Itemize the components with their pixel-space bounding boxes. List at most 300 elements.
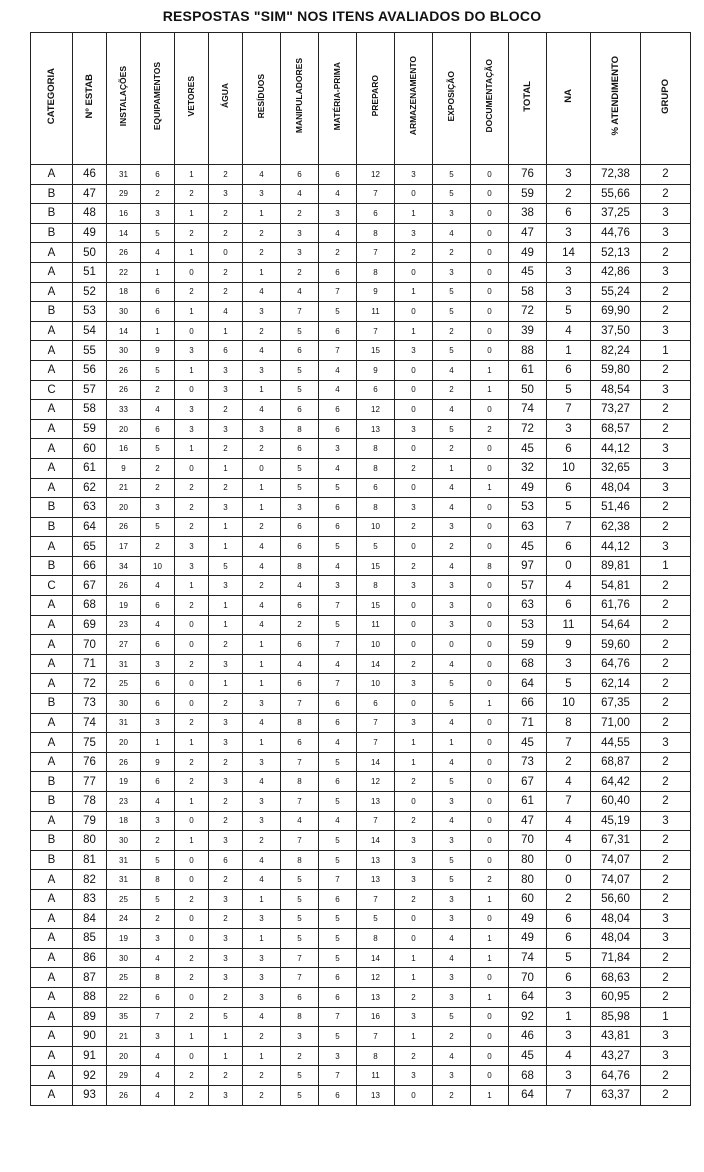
table-cell: 0: [471, 400, 509, 420]
table-cell: 3: [547, 654, 591, 674]
table-cell: 70: [509, 831, 547, 851]
table-cell: 3: [641, 733, 691, 753]
table-row: [31, 282, 691, 302]
table-cell: 3: [433, 792, 471, 812]
table-cell: 0: [547, 556, 591, 576]
table-cell: 92: [73, 1066, 107, 1086]
table-cell: 37,50: [591, 321, 641, 341]
table-cell: 51: [73, 262, 107, 282]
table-cell: 2: [243, 243, 281, 263]
table-cell: 19: [107, 929, 141, 949]
table-cell: 1: [175, 243, 209, 263]
table-cell: 6: [319, 987, 357, 1007]
column-header-label: NA: [562, 89, 574, 103]
table-cell: 20: [107, 498, 141, 518]
table-cell: 3: [547, 1066, 591, 1086]
table-cell: A: [31, 1085, 73, 1105]
table-cell: 6: [141, 772, 175, 792]
table-cell: 22: [107, 262, 141, 282]
table-cell: 4: [433, 223, 471, 243]
table-cell: 6: [281, 596, 319, 616]
table-cell: 6: [281, 400, 319, 420]
table-cell: 61,76: [591, 596, 641, 616]
table-cell: 4: [243, 615, 281, 635]
table-cell: 5: [319, 537, 357, 557]
table-cell: 6: [141, 674, 175, 694]
table-cell: 2: [281, 262, 319, 282]
table-cell: 49: [509, 909, 547, 929]
table-cell: 31: [107, 850, 141, 870]
table-cell: 0: [243, 458, 281, 478]
table-cell: 3: [281, 243, 319, 263]
table-cell: 8: [357, 458, 395, 478]
table-cell: 8: [281, 556, 319, 576]
table-cell: 0: [471, 517, 509, 537]
table-cell: 2: [641, 243, 691, 263]
table-cell: 2: [641, 576, 691, 596]
table-row: [31, 987, 691, 1007]
table-cell: 69: [73, 615, 107, 635]
table-cell: 6: [357, 204, 395, 224]
column-header: [591, 33, 641, 165]
table-cell: 3: [395, 165, 433, 185]
table-row: [31, 576, 691, 596]
table-cell: 5: [281, 889, 319, 909]
table-cell: A: [31, 243, 73, 263]
table-cell: 2: [209, 870, 243, 890]
table-cell: 82,24: [591, 341, 641, 361]
table-cell: 2: [141, 478, 175, 498]
table-cell: 5: [141, 360, 175, 380]
table-cell: 3: [243, 968, 281, 988]
table-cell: 5: [547, 380, 591, 400]
table-cell: 2: [175, 968, 209, 988]
table-cell: 11: [357, 302, 395, 322]
table-cell: A: [31, 1046, 73, 1066]
table-cell: 2: [641, 772, 691, 792]
table-cell: 7: [357, 889, 395, 909]
table-cell: 3: [641, 458, 691, 478]
table-cell: 3: [547, 282, 591, 302]
table-row: [31, 204, 691, 224]
table-cell: 0: [471, 909, 509, 929]
table-cell: 0: [471, 1066, 509, 1086]
table-cell: 5: [281, 870, 319, 890]
table-cell: 0: [471, 968, 509, 988]
table-cell: 59,60: [591, 635, 641, 655]
table-cell: 58: [73, 400, 107, 420]
table-cell: 4: [281, 184, 319, 204]
table-cell: 2: [641, 1085, 691, 1105]
table-row: [31, 929, 691, 949]
table-cell: 63,37: [591, 1085, 641, 1105]
table-cell: 12: [357, 400, 395, 420]
table-cell: 0: [209, 243, 243, 263]
table-cell: 3: [209, 968, 243, 988]
table-cell: 3: [433, 204, 471, 224]
table-cell: 16: [107, 204, 141, 224]
table-cell: 2: [395, 1046, 433, 1066]
table-cell: 2: [641, 1066, 691, 1086]
table-cell: 2: [641, 694, 691, 714]
table-cell: 3: [209, 831, 243, 851]
table-cell: 0: [471, 654, 509, 674]
table-cell: 67,35: [591, 694, 641, 714]
table-cell: 56,60: [591, 889, 641, 909]
table-cell: 6: [281, 341, 319, 361]
table-cell: 9: [357, 360, 395, 380]
table-cell: 7: [319, 870, 357, 890]
table-cell: 53: [73, 302, 107, 322]
table-cell: 59,80: [591, 360, 641, 380]
table-cell: 4: [243, 850, 281, 870]
table-cell: 0: [395, 400, 433, 420]
table-cell: 11: [547, 615, 591, 635]
table-cell: 26: [107, 517, 141, 537]
table-cell: A: [31, 635, 73, 655]
table-cell: 2: [209, 1066, 243, 1086]
table-cell: 6: [209, 850, 243, 870]
table-cell: 1: [175, 576, 209, 596]
table-cell: 26: [107, 752, 141, 772]
table-cell: 1: [209, 615, 243, 635]
table-row: [31, 654, 691, 674]
table-cell: 3: [433, 831, 471, 851]
table-cell: 6: [319, 262, 357, 282]
table-cell: 5: [319, 478, 357, 498]
table-cell: 0: [471, 1046, 509, 1066]
table-cell: 74,07: [591, 870, 641, 890]
table-cell: 2: [209, 792, 243, 812]
table-cell: 2: [141, 537, 175, 557]
table-cell: 1: [175, 439, 209, 459]
table-cell: 1: [471, 948, 509, 968]
table-cell: 1: [209, 596, 243, 616]
table-cell: 1: [471, 889, 509, 909]
table-cell: 0: [471, 792, 509, 812]
table-cell: 46: [73, 165, 107, 185]
table-cell: 4: [433, 654, 471, 674]
table-cell: 10: [547, 458, 591, 478]
table-cell: 4: [433, 811, 471, 831]
table-cell: 88: [73, 987, 107, 1007]
table-cell: 0: [395, 478, 433, 498]
table-cell: 2: [175, 1085, 209, 1105]
table-cell: 57: [509, 576, 547, 596]
table-cell: 8: [357, 223, 395, 243]
table-cell: 84: [73, 909, 107, 929]
table-cell: 8: [281, 772, 319, 792]
table-cell: 72: [73, 674, 107, 694]
table-cell: 3: [141, 204, 175, 224]
table-cell: 35: [107, 1007, 141, 1027]
table-cell: 6: [209, 341, 243, 361]
column-header-label: RESÍDUOS: [256, 73, 267, 119]
table-cell: 29: [107, 1066, 141, 1086]
table-cell: 89: [73, 1007, 107, 1027]
table-cell: 2: [209, 439, 243, 459]
table-cell: 6: [281, 733, 319, 753]
table-cell: 4: [319, 556, 357, 576]
table-cell: 4: [319, 654, 357, 674]
table-cell: 0: [175, 694, 209, 714]
table-row: [31, 517, 691, 537]
table-cell: 43,81: [591, 1027, 641, 1047]
table-cell: 1: [395, 282, 433, 302]
table-cell: 60: [73, 439, 107, 459]
table-cell: A: [31, 948, 73, 968]
table-cell: 8: [357, 929, 395, 949]
table-cell: 4: [141, 243, 175, 263]
table-cell: 1: [243, 262, 281, 282]
table-cell: A: [31, 615, 73, 635]
table-cell: 85,98: [591, 1007, 641, 1027]
table-cell: 4: [243, 1007, 281, 1027]
table-cell: 4: [141, 1085, 175, 1105]
column-header: [209, 33, 243, 165]
table-row: [31, 615, 691, 635]
table-cell: 0: [395, 909, 433, 929]
table-cell: 4: [243, 596, 281, 616]
table-cell: 14: [357, 752, 395, 772]
table-cell: 13: [357, 870, 395, 890]
table-title: RESPOSTAS "SIM" NOS ITENS AVALIADOS DO BLOCO: [162, 8, 542, 24]
table-cell: 1: [243, 478, 281, 498]
table-cell: 7: [319, 282, 357, 302]
table-cell: 2: [243, 517, 281, 537]
table-cell: 88: [509, 341, 547, 361]
table-cell: 6: [319, 165, 357, 185]
table-cell: 4: [281, 282, 319, 302]
table-cell: A: [31, 1066, 73, 1086]
table-cell: 3: [141, 811, 175, 831]
table-cell: 5: [319, 929, 357, 949]
table-row: [31, 243, 691, 263]
table-cell: 13: [357, 987, 395, 1007]
column-header-label: EXPOSIÇÃO: [446, 70, 457, 122]
table-cell: 46: [509, 1027, 547, 1047]
table-cell: 1: [243, 654, 281, 674]
table-cell: 0: [395, 596, 433, 616]
table-cell: 1: [209, 517, 243, 537]
table-cell: A: [31, 165, 73, 185]
table-cell: 47: [509, 811, 547, 831]
table-cell: 2: [175, 498, 209, 518]
table-cell: 2: [175, 1007, 209, 1027]
table-cell: 5: [319, 752, 357, 772]
table-cell: 6: [141, 694, 175, 714]
table-cell: 1: [175, 1027, 209, 1047]
table-cell: 4: [243, 713, 281, 733]
table-cell: 51,46: [591, 498, 641, 518]
table-cell: 44,76: [591, 223, 641, 243]
table-cell: 1: [141, 262, 175, 282]
table-cell: 4: [319, 733, 357, 753]
table-cell: 1: [243, 674, 281, 694]
table-cell: 70: [73, 635, 107, 655]
table-cell: 7: [547, 792, 591, 812]
column-header-label: MATÉRIA-PRIMA: [332, 61, 343, 131]
table-cell: 3: [395, 1007, 433, 1027]
table-row: [31, 752, 691, 772]
table-cell: 3: [175, 419, 209, 439]
table-cell: 5: [357, 909, 395, 929]
table-cell: 3: [175, 537, 209, 557]
table-cell: 4: [141, 948, 175, 968]
table-cell: 4: [141, 792, 175, 812]
table-cell: 3: [395, 831, 433, 851]
table-cell: 31: [107, 654, 141, 674]
table-cell: 3: [175, 400, 209, 420]
table-cell: 5: [433, 850, 471, 870]
table-cell: 74,07: [591, 850, 641, 870]
table-cell: 79: [73, 811, 107, 831]
header-row: [31, 33, 691, 165]
table-cell: 5: [433, 302, 471, 322]
table-cell: 4: [433, 556, 471, 576]
table-cell: 5: [357, 537, 395, 557]
table-row: [31, 498, 691, 518]
table-cell: 63: [73, 498, 107, 518]
table-cell: 5: [209, 556, 243, 576]
table-cell: 48,04: [591, 929, 641, 949]
table-cell: 1: [141, 321, 175, 341]
table-cell: 4: [281, 811, 319, 831]
table-cell: 3: [243, 752, 281, 772]
table-cell: 4: [319, 811, 357, 831]
table-cell: 54,81: [591, 576, 641, 596]
table-cell: A: [31, 713, 73, 733]
table-cell: 2: [641, 968, 691, 988]
table-cell: 6: [547, 968, 591, 988]
table-cell: 5: [433, 694, 471, 714]
table-cell: 1: [395, 204, 433, 224]
table-cell: 10: [357, 635, 395, 655]
table-cell: 72,38: [591, 165, 641, 185]
table-cell: 8: [471, 556, 509, 576]
table-cell: 6: [141, 987, 175, 1007]
table-cell: 37,25: [591, 204, 641, 224]
table-cell: 2: [641, 889, 691, 909]
table-cell: 7: [319, 1066, 357, 1086]
table-cell: 8: [357, 262, 395, 282]
table-cell: 3: [433, 596, 471, 616]
table-cell: 53: [509, 615, 547, 635]
table-cell: 4: [141, 1066, 175, 1086]
table-cell: 3: [547, 987, 591, 1007]
table-cell: 8: [357, 576, 395, 596]
table-cell: B: [31, 850, 73, 870]
table-cell: 4: [243, 537, 281, 557]
column-header: [243, 33, 281, 165]
table-row: [31, 713, 691, 733]
table-cell: 3: [319, 439, 357, 459]
table-cell: 0: [471, 302, 509, 322]
table-cell: A: [31, 439, 73, 459]
table-cell: 4: [547, 831, 591, 851]
table-cell: 6: [319, 1085, 357, 1105]
table-row: [31, 635, 691, 655]
table-cell: 67,31: [591, 831, 641, 851]
table-cell: 87: [73, 968, 107, 988]
table-cell: 1: [209, 1046, 243, 1066]
table-cell: 7: [319, 1007, 357, 1027]
table-header: [31, 33, 691, 165]
table-cell: 71: [73, 654, 107, 674]
table-cell: 73,27: [591, 400, 641, 420]
table-cell: B: [31, 694, 73, 714]
table-cell: 7: [357, 713, 395, 733]
table-cell: 2: [209, 694, 243, 714]
table-cell: C: [31, 380, 73, 400]
table-cell: 6: [319, 321, 357, 341]
table-row: [31, 262, 691, 282]
table-cell: 1: [395, 968, 433, 988]
table-cell: 0: [471, 184, 509, 204]
table-cell: 0: [395, 360, 433, 380]
table-cell: A: [31, 596, 73, 616]
table-cell: 1: [471, 929, 509, 949]
table-cell: 7: [319, 674, 357, 694]
table-cell: 6: [319, 694, 357, 714]
table-cell: 3: [641, 223, 691, 243]
table-cell: 5: [319, 302, 357, 322]
table-cell: 54,64: [591, 615, 641, 635]
table-cell: 18: [107, 811, 141, 831]
table-cell: 5: [281, 458, 319, 478]
table-cell: 1: [243, 204, 281, 224]
table-cell: 80: [509, 850, 547, 870]
table-cell: 2: [641, 596, 691, 616]
table-cell: 2: [175, 184, 209, 204]
table-cell: 1: [175, 204, 209, 224]
table-cell: 3: [433, 909, 471, 929]
table-cell: A: [31, 262, 73, 282]
table-cell: 25: [107, 674, 141, 694]
table-cell: 8: [141, 968, 175, 988]
table-cell: 57: [73, 380, 107, 400]
column-header: [175, 33, 209, 165]
table-cell: 24: [107, 909, 141, 929]
table-cell: 63: [509, 517, 547, 537]
table-cell: 2: [547, 184, 591, 204]
table-cell: 5: [281, 360, 319, 380]
table-cell: 5: [433, 674, 471, 694]
table-cell: 2: [641, 419, 691, 439]
table-cell: 1: [243, 635, 281, 655]
table-cell: 97: [509, 556, 547, 576]
table-cell: 7: [547, 400, 591, 420]
table-cell: 12: [357, 165, 395, 185]
column-header: [319, 33, 357, 165]
table-cell: 80: [73, 831, 107, 851]
table-cell: 6: [319, 713, 357, 733]
table-row: [31, 478, 691, 498]
table-cell: 3: [141, 654, 175, 674]
table-cell: 2: [175, 1066, 209, 1086]
table-cell: 8: [281, 419, 319, 439]
table-cell: 4: [547, 811, 591, 831]
table-cell: 5: [547, 948, 591, 968]
table-cell: 6: [281, 517, 319, 537]
table-cell: 2: [433, 243, 471, 263]
table-cell: 3: [319, 576, 357, 596]
table-cell: 76: [509, 165, 547, 185]
table-cell: B: [31, 498, 73, 518]
table-cell: 2: [209, 478, 243, 498]
table-cell: 5: [209, 1007, 243, 1027]
table-cell: 2: [641, 360, 691, 380]
